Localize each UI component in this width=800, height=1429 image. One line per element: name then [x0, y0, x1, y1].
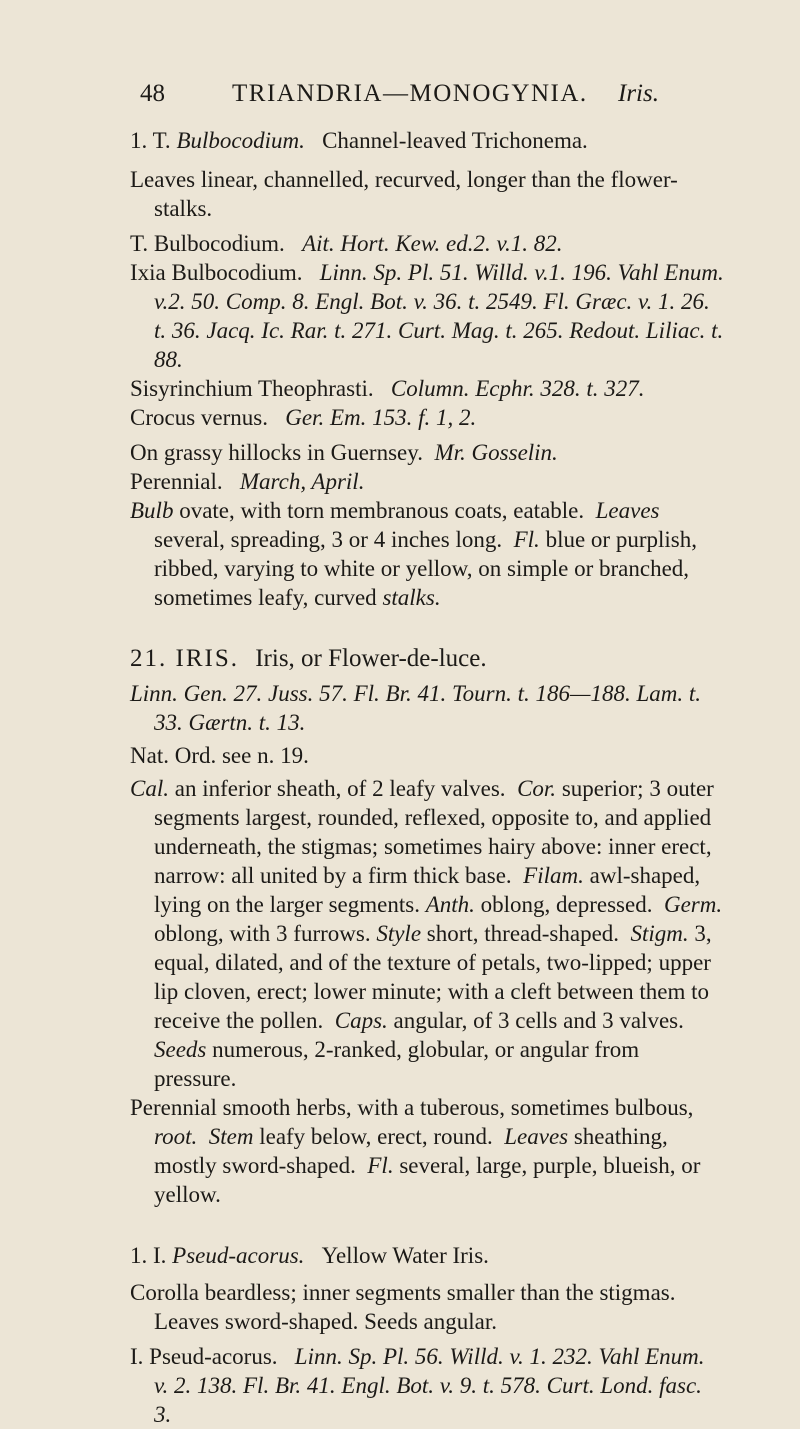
natural-order: Nat. Ord. see n. 19.	[130, 743, 309, 768]
species-diagnosis: Leaves linear, channelled, recurved, longer than the flower-stalks.	[130, 167, 678, 221]
desc-label: stalks.	[382, 585, 441, 610]
habit-text: several, large, purple, blueish, or yellow.	[154, 1153, 701, 1207]
genus-common-name: Iris, or Flower-de-luce.	[255, 645, 487, 672]
genus-character	[130, 774, 724, 1093]
char-text: angular, of 3 cells and 3 valves.	[393, 1008, 684, 1033]
species-common-name: Channel-leaved Trichonema.	[322, 128, 588, 153]
desc-text: blue or purplish, ribbed, varying to white or yellow, on simple or branched, sometimes leafy, curved	[154, 527, 697, 610]
char-text: oblong, with 3 furrows.	[154, 921, 371, 946]
char-label: Cal.	[130, 776, 169, 801]
habit-label: Leaves	[504, 1124, 569, 1149]
synonym-reference: Linn. Sp. Pl. 51. Willd. v.1. 196. Vahl Enum. v.2. 50. Comp. 8. Engl. Bot. v. 36. t. 2549. Fl. Græc. v. 1. 26. t. 36. Jacq. Ic. Rar. t. 271. Curt. Mag. t. 265. Redout. Liliac. t. 88.	[154, 260, 724, 372]
species-heading-pseud-acorus	[130, 1241, 724, 1270]
desc-label: Bulb	[130, 498, 174, 523]
desc-label: Leaves	[595, 498, 660, 523]
habit-text: Perennial smooth herbs, with a tuberous, sometimes bulbous,	[130, 1095, 694, 1120]
genus-references	[130, 679, 724, 737]
synonym-line	[130, 374, 724, 403]
genus-heading	[130, 644, 724, 673]
char-label: Anth.	[425, 892, 475, 917]
char-text: superior; 3 outer segments largest, rounded, reflexed, opposite to, and applied underneath, the stigmas; sometimes hairy above: inner erect, narrow: all united by a firm thick base.	[154, 776, 714, 888]
habit-text: sheathing, mostly sword-shaped.	[154, 1124, 668, 1178]
species-diagnosis: Corolla beardless; inner segments smaller than the stigmas. Leaves sword-shaped. Seeds angular.	[130, 1280, 676, 1334]
char-label: Seeds	[154, 1037, 207, 1062]
desc-text: several, spreading, 3 or 4 inches long.	[154, 527, 503, 552]
synonym-line	[130, 229, 724, 258]
synonym-name: Ixia Bulbocodium.	[130, 260, 303, 285]
species-scientific-name: Bulbocodium.	[176, 128, 305, 153]
genus-habit	[130, 1093, 724, 1209]
habit-label: root.	[154, 1124, 198, 1149]
page-number: 48	[140, 80, 165, 107]
synonym-line	[130, 1342, 724, 1429]
char-label: Stigm.	[630, 921, 689, 946]
synonym-name: I. Pseud-acorus.	[130, 1344, 278, 1369]
char-label: Caps.	[334, 1008, 388, 1033]
species-heading-trichonema	[130, 126, 724, 155]
habit-text: leafy below, erect, round.	[259, 1124, 493, 1149]
synonym-reference: Column. Ecphr. 328. t. 327.	[390, 376, 645, 401]
duration-line	[130, 467, 724, 496]
species-description	[130, 496, 724, 612]
reference-list: Linn. Gen. 27. Juss. 57. Fl. Br. 41. Tourn. t. 186—188. Lam. t. 33. Gærtn. t. 13.	[130, 681, 702, 735]
running-header	[0, 76, 800, 116]
habitat-line	[130, 438, 724, 467]
synonym-reference: Ger. Em. 153. f. 1, 2.	[285, 405, 477, 430]
genus-name: 21. IRIS.	[130, 645, 239, 672]
synonym-line	[130, 258, 724, 374]
running-genus: Iris.	[618, 80, 659, 107]
char-text: oblong, depressed.	[480, 892, 653, 917]
char-text: awl-shaped, lying on the larger segments.	[154, 863, 701, 917]
synonym-reference: Linn. Sp. Pl. 56. Willd. v. 1. 232. Vahl Enum. v. 2. 138. Fl. Br. 41. Engl. Bot. v. 9. t. 578. Curt. Lond. fasc. 3.	[154, 1344, 705, 1427]
habit-label: Fl.	[367, 1153, 394, 1178]
desc-label: Fl.	[513, 527, 540, 552]
synonym-name: T. Bulbocodium.	[130, 231, 285, 256]
habit-label: Stem	[208, 1124, 254, 1149]
duration: Perennial.	[130, 469, 223, 494]
species-number: 1. I.	[130, 1243, 167, 1268]
desc-text: ovate, with torn membranous coats, eatable.	[179, 498, 585, 523]
species-scientific-name: Pseud-acorus.	[172, 1243, 305, 1268]
char-label: Filam.	[523, 863, 584, 888]
char-label: Style	[376, 921, 422, 946]
synonym-reference: Ait. Hort. Kew. ed.2. v.1. 82.	[302, 231, 563, 256]
flowering-time: March, April.	[239, 469, 365, 494]
char-text: 3, equal, dilated, and of the texture of petals, two-lipped; upper lip cloven, erect; lower minute; with a cleft between them to receive the pollen.	[154, 921, 712, 1033]
species-number: 1. T.	[130, 128, 171, 153]
char-text: an inferior sheath, of 2 leafy valves.	[174, 776, 506, 801]
synonym-name: Sisyrinchium Theophrasti.	[130, 376, 374, 401]
char-label: Cor.	[517, 776, 557, 801]
synonym-line	[130, 403, 724, 432]
char-text: numerous, 2-ranked, globular, or angular from pressure.	[154, 1037, 640, 1091]
running-title: TRIANDRIA—MONOGYNIA.	[232, 80, 588, 107]
page-body	[130, 126, 724, 1429]
habitat-text: On grassy hillocks in Guernsey.	[130, 440, 423, 465]
species-common-name: Yellow Water Iris.	[321, 1243, 489, 1268]
char-text: short, thread-shaped.	[426, 921, 620, 946]
habitat-finder: Mr. Gosselin.	[434, 440, 558, 465]
char-label: Germ.	[663, 892, 723, 917]
synonym-name: Crocus vernus.	[130, 405, 268, 430]
